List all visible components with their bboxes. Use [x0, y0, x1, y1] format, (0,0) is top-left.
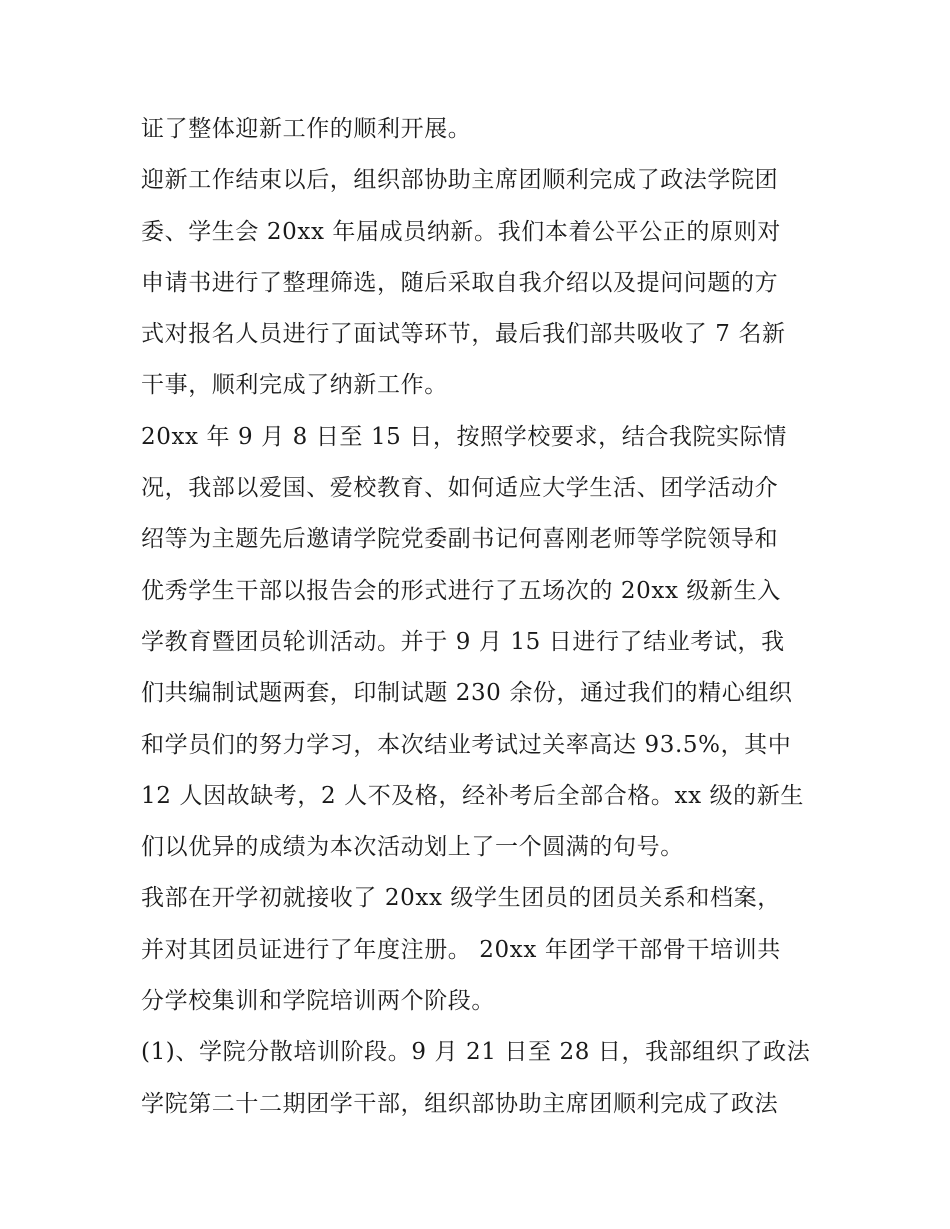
body-text: [141, 104, 821, 1130]
text-line: 分学校集训和学院培训两个阶段。: [141, 988, 495, 1015]
text-line: 式对报名人员进行了面试等环节，最后我们部共吸收了 7 名新: [141, 321, 786, 348]
text-line: 并对其团员证进行了年度注册。 20xx 年团学干部骨干培训共: [141, 936, 781, 963]
text-line: 们共编制试题两套，印制试题 230 余份，通过我们的精心组织: [141, 680, 793, 707]
text-line: 12 人因故缺考，2 人不及格，经补考后全部合格。xx 级的新生: [141, 782, 804, 809]
text-line: 证了整体迎新工作的顺利开展。: [141, 116, 472, 142]
text-line: 们以优异的成绩为本次活动划上了一个圆满的句号。: [141, 834, 684, 861]
text-line: 我部在开学初就接收了 20xx 级学生团员的团员关系和档案，: [141, 885, 781, 912]
text-line: 和学员们的努力学习，本次结业考试过关率高达 93.5%，其中: [141, 731, 792, 758]
text-line: (1)、学院分散培训阶段。9 月 21 日至 28 日，我部组织了政法: [141, 1039, 811, 1066]
text-line: 迎新工作结束以后，组织部协助主席团顺利完成了政法学院团: [141, 167, 779, 194]
text-line: 委、学生会 20xx 年届成员纳新。我们本着公平公正的原则对: [141, 218, 781, 245]
text-line: 绍等为主题先后邀请学院党委副书记何喜刚老师等学院领导和: [141, 526, 779, 553]
text-line: 况，我部以爱国、爱校教育、如何适应大学生活、团学活动介: [141, 475, 779, 502]
text-line: 20xx 年 9 月 8 日至 15 日，按照学校要求，结合我院实际情: [141, 423, 787, 450]
text-line: 申请书进行了整理筛选，随后采取自我介绍以及提问问题的方: [141, 269, 779, 296]
text-line: 干事，顺利完成了纳新工作。: [141, 372, 448, 399]
text-line: 优秀学生干部以报告会的形式进行了五场次的 20xx 级新生入: [141, 577, 781, 604]
text-line: 学院第二十二期团学干部，组织部协助主席团顺利完成了政法: [141, 1090, 779, 1117]
text-line: 学教育暨团员轮训活动。并于 9 月 15 日进行了结业考试，我: [141, 628, 785, 655]
